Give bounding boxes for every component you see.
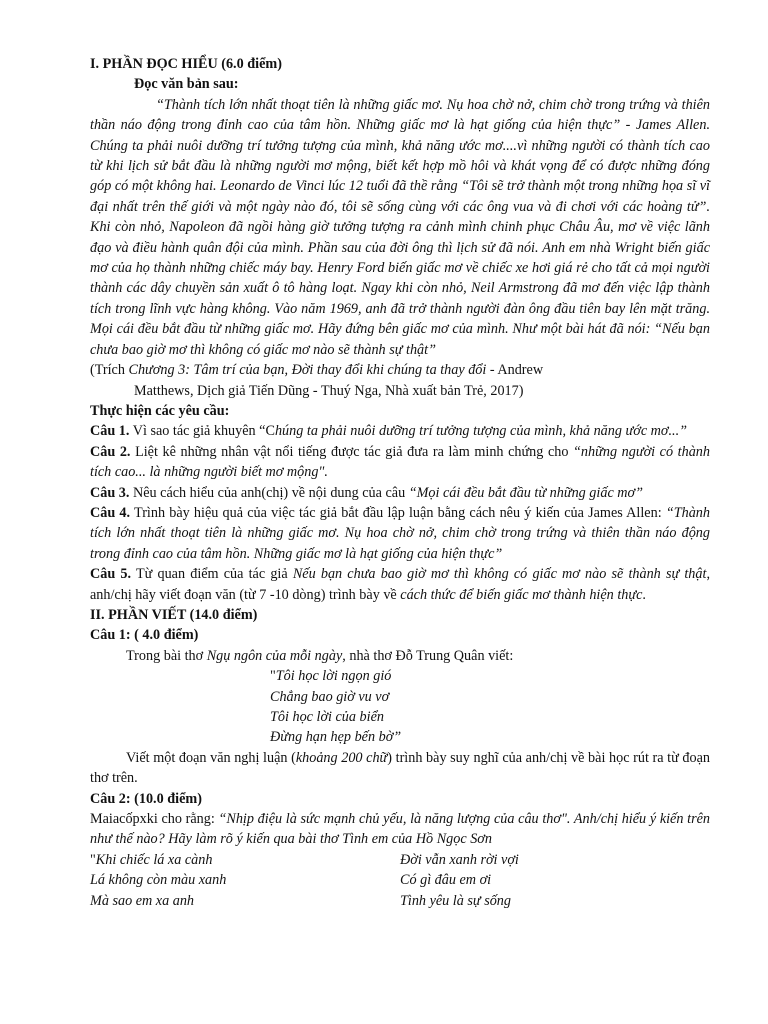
question-2-quote: “những người có thành tích cao... là những người biết mơ mộng".	[90, 443, 710, 481]
poem-open-quote: "	[270, 668, 276, 685]
writing-1-poem	[90, 666, 710, 748]
question-4	[90, 503, 710, 564]
source-prefix: (Trích	[90, 362, 129, 379]
question-2	[90, 442, 710, 483]
question-5-label: Câu 5.	[90, 566, 132, 583]
question-2-text: Liệt kê những nhân vật nổi tiếng được tác giả đưa ra làm minh chứng cho	[130, 443, 574, 460]
writing-2-intro: Maiacốpxki cho rằng:	[90, 811, 219, 828]
question-5-text-cont: , anh/chị hãy viết đoạn văn (từ 7 -10 dòng) trình bày về	[90, 566, 710, 603]
poem-line-text: Tôi học lời ngọn gió	[275, 668, 392, 685]
question-1-text: Vì sao tác giả khuyên “C	[129, 423, 275, 440]
writing-2-quote: “Nhịp điệu là sức mạnh chủ yếu, là năng lượng của câu thơ". Anh/chị hiểu ý kiến trên như thế nào? Hãy làm rõ ý kiến qua bài thơ Tình em của Hồ Ngọc Sơn	[90, 811, 710, 848]
source-citation-line2: Matthews, Dịch giả Tiến Dũng - Thuý Nga, Nhà xuất bản Trẻ, 2017)	[134, 382, 524, 399]
writing-1-intro-text-2: , nhà thơ Đỗ Trung Quân viết:	[342, 647, 514, 664]
poem-open-quote: "	[90, 851, 96, 868]
writing-2-poem	[90, 850, 710, 911]
question-3-label: Câu 3.	[90, 484, 130, 501]
poem-line	[270, 666, 710, 686]
question-5-quote-2: cách thức để biến giấc mơ thành hiện thực	[400, 586, 643, 603]
question-4-quote: “Thành tích lớn nhất thoạt tiên là những giấc mơ. Nụ hoa chờ nở, chim chờ trong trứng và thiên thần náo động trong đỉnh cao của tâm hồn. Những giấc mơ là hạt giống của hiện thực”	[90, 504, 710, 562]
question-3-text: Nêu cách hiểu của anh(chị) về nội dung của câu	[129, 484, 409, 501]
question-4-text: Trình bày hiệu quả của việc tác giả bắt đầu lập luận bằng cách nêu ý kiến của James Allen:	[130, 504, 666, 521]
question-5-end: .	[642, 586, 646, 603]
poem-column-right	[400, 850, 710, 911]
question-2-label: Câu 2.	[90, 443, 131, 460]
source-title: Chương 3: Tâm trí của bạn, Đời thay đổi khi chúng ta thay đổi	[128, 362, 487, 379]
question-1	[90, 421, 710, 441]
writing-1-task-text: Viết một đoạn văn nghị luận (	[126, 749, 296, 766]
part1-title: I. PHẦN ĐỌC HIỂU (6.0 điểm)	[90, 56, 282, 72]
question-4-label: Câu 4.	[90, 504, 131, 521]
question-5-quote: Nếu bạn chưa bao giờ mơ thì không có giấc mơ nào sẽ thành sự thật	[292, 566, 707, 583]
poem-line: Chẳng bao giờ vu vơ	[270, 688, 390, 705]
question-5	[90, 564, 710, 605]
question-3	[90, 483, 710, 503]
writing-1-intro	[90, 646, 710, 666]
question-1-quote: húng ta phải nuôi dưỡng trí tưởng tượng của mình, khả năng ước mơ...”	[274, 423, 688, 440]
source-author: - Andrew	[486, 362, 544, 379]
tasks-label: Thực hiện các yêu cầu:	[90, 402, 230, 419]
writing-1-task-length: khoảng 200 chữ	[295, 749, 388, 766]
poem-line: Lá không còn màu xanh	[90, 872, 227, 889]
poem-line-text: Khi chiếc lá xa cành	[95, 851, 213, 868]
question-5-text: Từ quan điểm của tác giả	[131, 566, 293, 583]
poem-line: Đời vẫn xanh rời vợi	[400, 851, 519, 868]
question-1-label: Câu 1.	[90, 423, 130, 440]
poem-line: Đừng hạn hẹp bến bờ”	[270, 729, 402, 746]
writing-2-prompt	[90, 809, 710, 850]
source-citation	[90, 360, 710, 380]
poem-line: Tôi học lời của biển	[270, 709, 384, 725]
read-label: Đọc văn bản sau:	[134, 76, 239, 93]
poem-line: Mà sao em xa anh	[90, 892, 195, 909]
writing-1-intro-text: Trong bài thơ	[126, 647, 207, 664]
reading-passage: “Thành tích lớn nhất thoạt tiên là những giấc mơ. Nụ hoa chờ nở, chim chờ trong trứng và thiên thần náo động trong đỉnh cao của tâm hồn. Những giấc mơ là hạt giống của hiện thực” - James Allen. Chúng ta phải nuôi dưỡng trí tưởng tượng của mình, khả năng ước mơ....vì những người có thành tích cao từ khi lịch sử bắt đầu là những người mơ mộng, biết kết hợp mồ hôi và khát vọng để có được những đóng góp có một không hai. Leonardo de Vinci lúc 12 tuổi đã thề rằng “Tôi sẽ trở thành một trong những họa sĩ vĩ đại nhất trên thế giới và một ngày nào đó, tôi sẽ sống cùng với các ông vua và đi chơi với các hoàng tử”. Khi còn nhỏ, Napoleon đã ngồi hàng giờ tưởng tượng ra cảnh mình chinh phục Châu Âu, mơ về việc lãnh đạo và điều hành quân đội của mình. Phần sau của đời ông thì lịch sử đã nói. Anh em nhà Wright biến giấc mơ của họ thành những chiếc máy bay. Henry Ford biến giấc mơ về chiếc xe hơi giá rẻ cho tất cả mọi người thành các dây chuyền sản xuất ô tô hàng loạt. Ngay khi còn nhỏ, Neil Armstrong đã mơ đến việc lập thành tích trong lĩnh vực hàng không. Vào năm 1969, anh đã trở thành người đàn ông đầu tiên bay lên mặt trăng. Mọi cái đều bắt đầu từ những giấc mơ. Hãy đứng bên giấc mơ của mình. Như một bài hát đã nói: “Nếu bạn chưa bao giờ mơ thì không có giấc mơ nào sẽ thành sự thật”	[90, 96, 710, 358]
poem-line: Có gì đâu em ơi	[400, 872, 492, 889]
writing-1-task-text-2: ) trình bày suy nghĩ của anh/chị về bài học rút ra từ đoạn thơ trên.	[90, 749, 710, 787]
poem-line: Tình yêu là sự sống	[400, 892, 511, 909]
writing-1-poem-title: Ngụ ngôn của mỗi ngày	[206, 647, 343, 664]
writing-1-title: Câu 1: ( 4.0 điểm)	[90, 627, 199, 644]
poem-line	[90, 850, 400, 870]
question-3-quote: “Mọi cái đều bắt đầu từ những giấc mơ”	[408, 484, 643, 501]
writing-1-task	[90, 748, 710, 789]
writing-2-title: Câu 2: (10.0 điểm)	[90, 790, 202, 807]
poem-column-left	[90, 850, 400, 911]
part2-title: II. PHẦN VIẾT (14.0 điểm)	[90, 606, 258, 623]
